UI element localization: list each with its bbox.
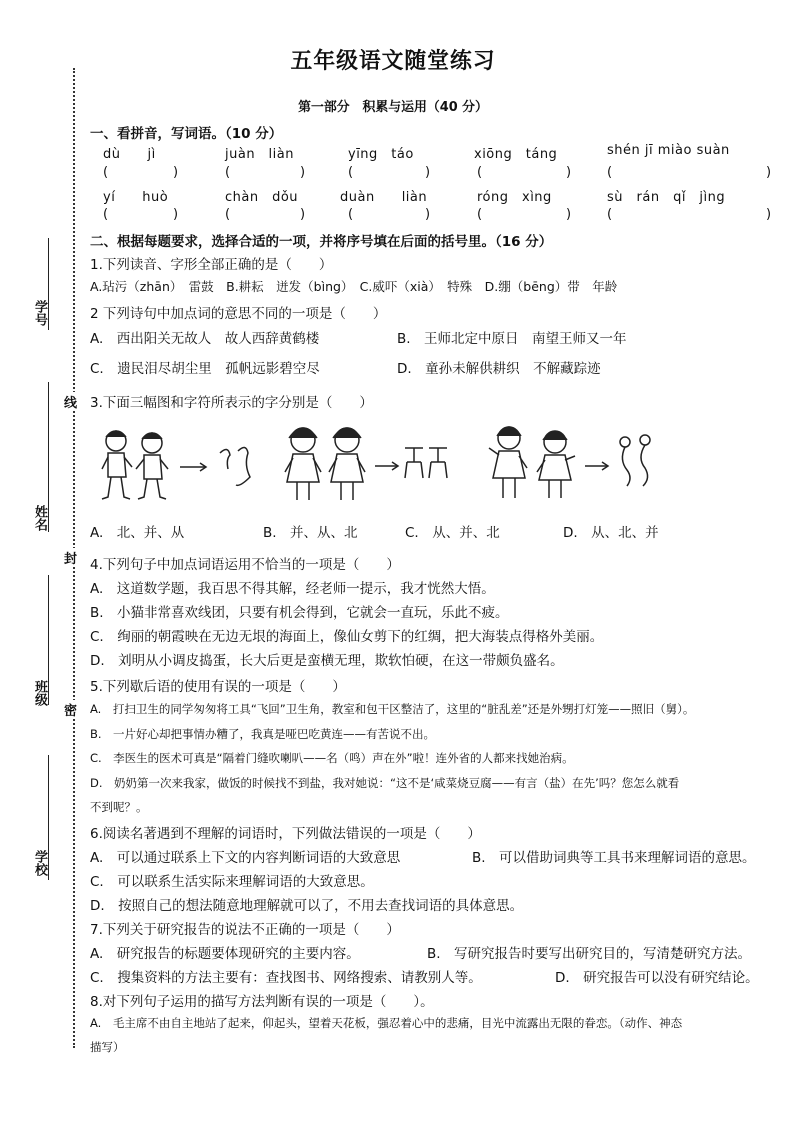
student-number-field[interactable]: [48, 238, 49, 330]
pinyin-item: dù jì: [103, 147, 156, 162]
q1-stem: 1.下列读音、字形全部正确的是（ ）: [90, 257, 333, 273]
q6-stem: 6.阅读名著遇到不理解的词语时，下列做法错误的一项是（ ）: [90, 826, 481, 842]
q5-option-c: C. 李医生的医术可真是“隔着门缝吹喇叭——名（鸣）声在外”啦！连外省的人都来找她治病。: [90, 751, 574, 765]
q5-option-d-line1: D. 奶奶第一次来我家，做饭的时候找不到盐，我对她说：“这不是‘咸菜烧豆腐——有言（盐）在先’吗？您怎么就看: [90, 776, 680, 790]
q3-picture-2: [283, 420, 463, 505]
answer-box-close: ): [425, 207, 431, 222]
q2-stem: 2 下列诗句中加点词的意思不同的一项是（ ）: [90, 306, 387, 322]
q3-stem: 3.下面三幅图和字符所表示的字分别是（ ）: [90, 395, 373, 411]
answer-box-close: ): [300, 165, 306, 180]
q3-option-b: B. 并、从、北: [263, 525, 358, 541]
answer-box-open: (: [477, 165, 483, 180]
class-field[interactable]: [48, 575, 49, 705]
q7-stem: 7.下列关于研究报告的说法不正确的一项是（ ）: [90, 922, 400, 938]
answer-box-close: ): [766, 207, 772, 222]
answer-box-close: ): [766, 165, 772, 180]
q2-option-a: A. 西出阳关无故人 故人西辞黄鹤楼: [90, 331, 320, 347]
q4-option-a: A. 这道数学题，我百思不得其解，经老师一提示，我才恍然大悟。: [90, 581, 495, 597]
q3-picture-1: [100, 425, 275, 503]
answer-box-close: ): [300, 207, 306, 222]
pinyin-item: shén jī miào suàn: [607, 143, 730, 158]
q4-stem: 4.下列句子中加点词语运用不恰当的一项是（ ）: [90, 557, 400, 573]
q8-option-a-line1: A. 毛主席不由自主地站了起来，仰起头，望着天花板，强忍着心中的悲痛，目光中流露出无限的眷恋。（动作、神态: [90, 1016, 683, 1030]
answer-box-close: ): [566, 165, 572, 180]
answer-box-open: (: [225, 207, 231, 222]
pinyin-item: yīng táo: [348, 147, 414, 162]
cut-mark-line: 线: [64, 392, 77, 411]
student-number-label: 学号: [32, 300, 47, 326]
q7-option-a: A. 研究报告的标题要体现研究的主要内容。: [90, 946, 360, 962]
q7-option-b: B. 写研究报告时要写出研究目的，写清楚研究方法。: [427, 946, 752, 962]
answer-box-open: (: [348, 165, 354, 180]
answer-box-open: (: [225, 165, 231, 180]
name-label: 姓名: [32, 505, 47, 531]
school-field[interactable]: [48, 755, 49, 880]
q8-stem: 8.对下列句子运用的描写方法判断有误的一项是（ ）。: [90, 994, 434, 1010]
pinyin-item: yí huò: [103, 190, 169, 205]
q5-stem: 5.下列歇后语的使用有误的一项是（ ）: [90, 679, 346, 695]
page-title: 五年级语文随堂练习: [290, 49, 496, 74]
pinyin-item: xiōng táng: [474, 147, 558, 162]
class-label: 班级: [32, 680, 47, 706]
cut-mark-seal: 封: [64, 548, 77, 567]
section2-heading: 二、根据每题要求，选择合适的一项，并将序号填在后面的括号里。（16 分）: [90, 234, 553, 250]
q6-option-d: D. 按照自己的想法随意地理解就可以了，不用去查找词语的具体意思。: [90, 898, 524, 914]
pinyin-item: róng xìng: [477, 190, 552, 205]
q6-option-b: B. 可以借助词典等工具书来理解词语的意思。: [472, 850, 756, 866]
q5-option-d-line2: 不到呢？。: [90, 800, 148, 814]
q7-option-d: D. 研究报告可以没有研究结论。: [555, 970, 759, 986]
answer-box-open: (: [348, 207, 354, 222]
pinyin-item: chàn dǒu: [225, 190, 299, 205]
q5-option-b: B. 一片好心却把事情办糟了，我真是哑巴吃黄连——有苦说不出。: [90, 727, 436, 741]
q3-option-a: A. 北、并、从: [90, 525, 185, 541]
answer-box-close: ): [173, 207, 179, 222]
answer-box-open: (: [477, 207, 483, 222]
q6-option-a: A. 可以通过联系上下文的内容判断词语的大致意思: [90, 850, 401, 866]
q4-option-d: D. 刘明从小调皮捣蛋，长大后更是蛮横无理，欺软怕硬，在这一带颇负盛名。: [90, 653, 564, 669]
section1-heading: 一、看拼音，写词语。（10 分）: [90, 126, 283, 142]
q3-option-c: C. 从、并、北: [405, 525, 500, 541]
q6-option-c: C. 可以联系生活实际来理解词语的大致意思。: [90, 874, 374, 890]
q4-option-c: C. 绚丽的朝霞映在无边无垠的海面上，像仙女剪下的红绸，把大海装点得格外美丽。: [90, 629, 604, 645]
q5-option-a: A. 打扫卫生的同学匆匆将工具“飞回”卫生角，教室和包干区整洁了，这里的“脏乱差”还是外甥打灯笼——照旧（舅）。: [90, 702, 695, 716]
answer-box-close: ): [566, 207, 572, 222]
answer-box-open: (: [103, 207, 109, 222]
q1-options: A.玷污（zhān） 雷鼓 B.耕耘 迸发（bìng） C.威吓（xià） 特殊 D.绷（bēng）带 年龄: [90, 279, 618, 294]
q4-option-b: B. 小猫非常喜欢线团，只要有机会得到，它就会一直玩，乐此不疲。: [90, 605, 509, 621]
answer-box-open: (: [607, 207, 613, 222]
pinyin-item: duàn liàn: [340, 190, 428, 205]
pinyin-item: juàn liàn: [225, 147, 294, 162]
name-field[interactable]: [48, 382, 49, 532]
pinyin-item: sù rán qǐ jìng: [607, 190, 726, 205]
school-label: 学校: [32, 850, 47, 876]
q2-option-d: D. 童孙未解供耕织 不解藏踪迹: [397, 361, 601, 377]
answer-box-close: ): [425, 165, 431, 180]
q2-option-c: C. 遗民泪尽胡尘里 孤帆远影碧空尽: [90, 361, 320, 377]
cut-mark-secret: 密: [64, 700, 77, 719]
part-heading: 第一部分 积累与运用（40 分）: [298, 100, 488, 115]
answer-box-close: ): [173, 165, 179, 180]
q3-option-d: D. 从、北、并: [563, 525, 659, 541]
q2-option-b: B. 王师北定中原日 南望王师又一年: [397, 331, 627, 347]
q3-picture-3: [487, 420, 667, 505]
answer-box-open: (: [103, 165, 109, 180]
answer-box-open: (: [607, 165, 613, 180]
q8-option-a-line2: 描写）: [90, 1040, 125, 1054]
q7-option-c: C. 搜集资料的方法主要有：查找图书、网络搜索、请教别人等。: [90, 970, 482, 986]
